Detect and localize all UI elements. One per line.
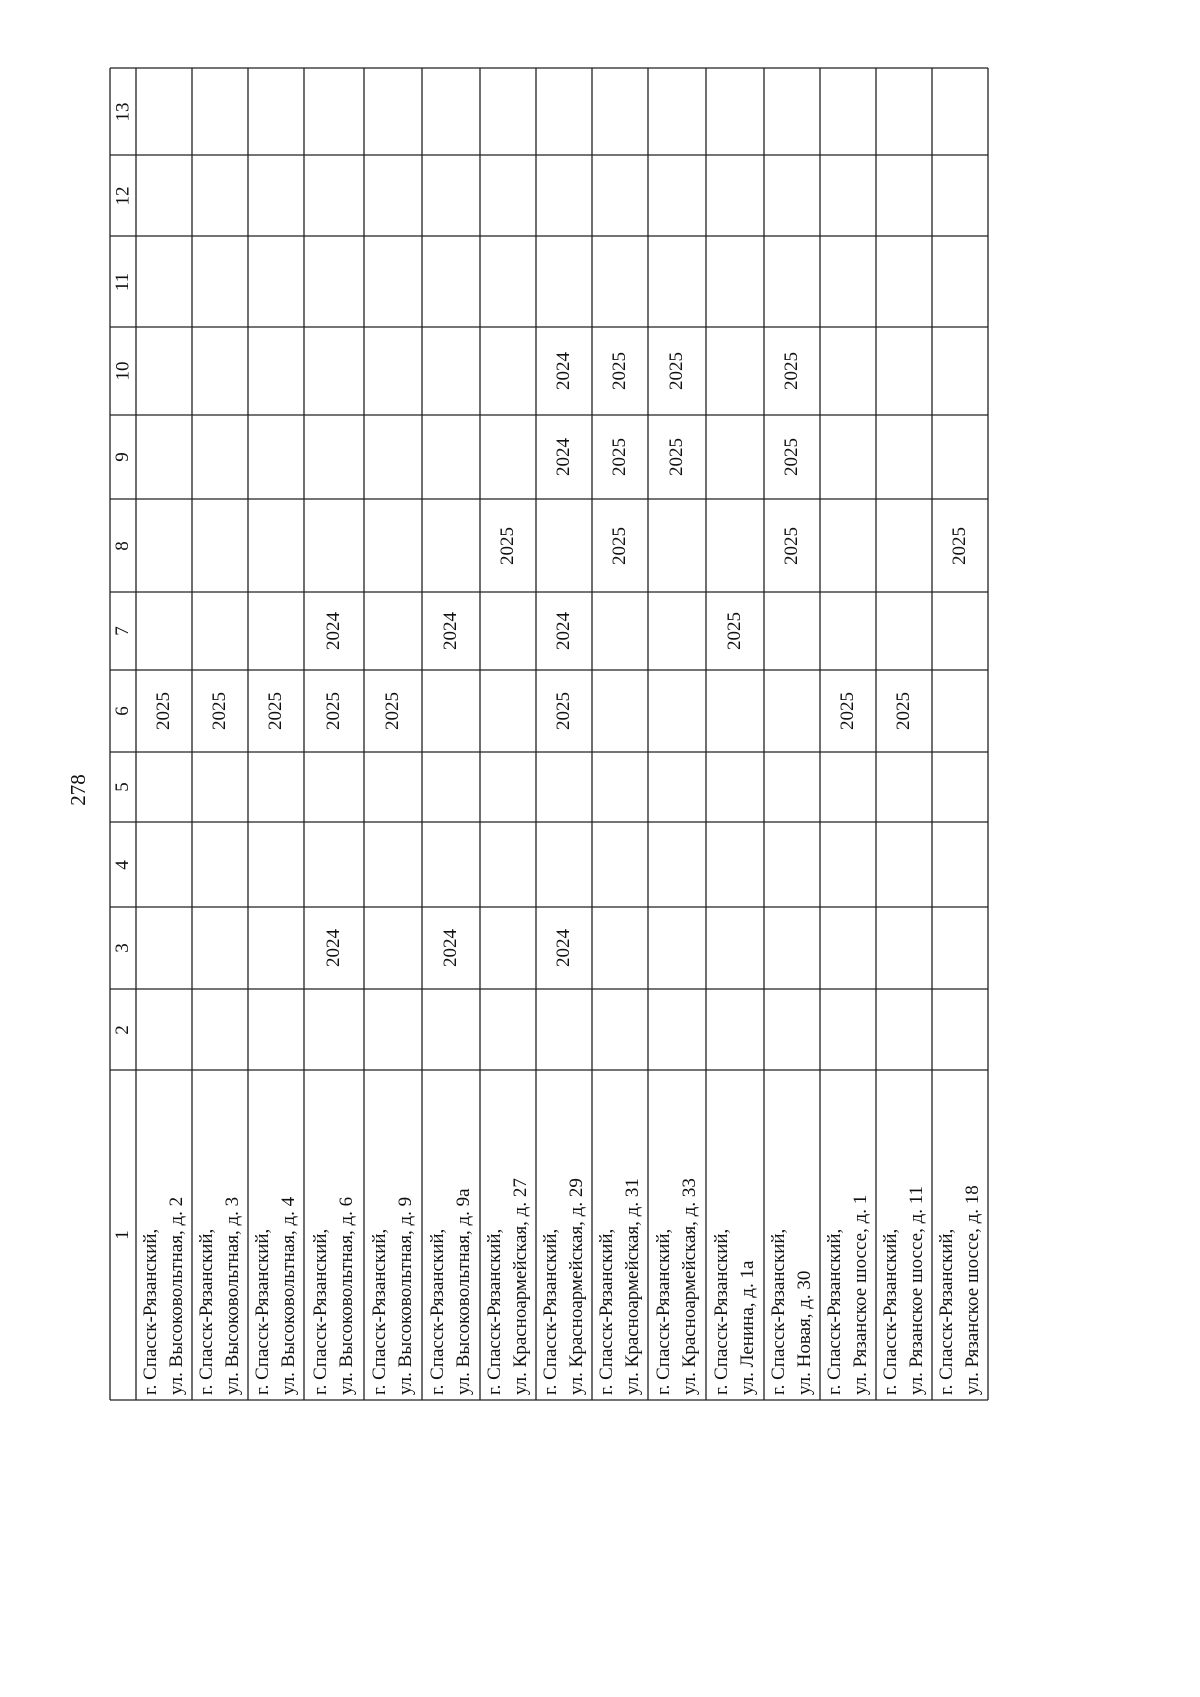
table-cell [932,592,988,670]
table-cell [820,822,876,907]
table-cell [536,822,592,907]
table-cell-text: 2025 [209,692,230,730]
address-text [304,1075,364,1395]
address-line-street: ул. Высоковольтная, д. 3 [222,1196,243,1395]
page-number: 278 [66,774,90,806]
table-cell [422,68,480,155]
table-cell-text: 2025 [781,352,802,390]
table-cell [136,989,192,1070]
table-cell [422,236,480,327]
table-cell [536,155,592,236]
table-cell [706,592,764,670]
table-cell [592,907,648,989]
table-cell [820,68,876,155]
address-cell [136,1070,192,1400]
table-cell [648,236,706,327]
table-cell [364,670,422,752]
table-cell [648,499,706,592]
table-cell [364,752,422,822]
table-cell [192,822,248,907]
table-cell [876,415,932,499]
header-cell-7-text: 7 [112,626,133,636]
table-cell [706,907,764,989]
table-cell-text: 2025 [666,352,687,390]
table-cell-text: 2024 [323,612,344,650]
header-cell-2-text: 2 [112,1024,133,1035]
address-cell [304,1070,364,1400]
table-cell-text: 2024 [323,929,344,967]
table-cell [480,236,536,327]
table-cell [536,752,592,822]
address-text [592,1075,648,1395]
address-cell [706,1070,764,1400]
table-cell-text: 2025 [837,692,858,730]
address-text [364,1075,422,1395]
table-cell [304,415,364,499]
header-cell-3-text: 3 [112,943,133,953]
table-cell-text: 2025 [724,612,745,650]
table-cell [304,499,364,592]
table-cell [932,68,988,155]
table-cell [764,592,820,670]
table-cell [364,415,422,499]
header-cell-3 [110,907,136,989]
address-cell [592,1070,648,1400]
table-cell [192,415,248,499]
header-cell-6 [110,670,136,752]
address-line-city: г. Спасск-Рязанский, [310,1228,331,1395]
table-cell [536,236,592,327]
table-cell [592,68,648,155]
table-cell [364,822,422,907]
table-cell [820,989,876,1070]
address-line-street: ул. Ленина, д. 1а [737,1260,758,1395]
table-cell [304,670,364,752]
address-cell [876,1070,932,1400]
table-cell [706,415,764,499]
table-cell [932,822,988,907]
table-cell [706,327,764,415]
header-cell-6-text: 6 [112,706,133,716]
address-line-city: г. Спасск-Рязанский, [653,1228,674,1395]
table-cell-text: 2025 [497,526,518,565]
address-line-city: г. Спасск-Рязанский, [711,1228,732,1395]
table-cell [480,989,536,1070]
table-cell [248,989,304,1070]
table-cell-text: 2024 [553,929,574,967]
table-cell [592,592,648,670]
table-cell-text: 2025 [781,438,802,476]
table-cell [304,155,364,236]
table-cell [136,822,192,907]
table-cell [592,752,648,822]
address-cell [248,1070,304,1400]
table-cell [764,415,820,499]
table-cell [536,499,592,592]
table-cell [932,155,988,236]
table-cell [706,752,764,822]
table-cell [592,327,648,415]
table-cell [932,670,988,752]
table-cell [932,327,988,415]
address-line-street: ул. Новая, д. 30 [794,1270,815,1395]
address-line-street: ул. Высоковольтная, д. 9 [395,1196,416,1395]
address-text [192,1075,248,1395]
table-cell [820,907,876,989]
table-cell [536,907,592,989]
table-cell [876,670,932,752]
table-cell [248,592,304,670]
header-cell-4-text: 4 [112,859,133,870]
address-line-city: г. Спасск-Рязанский, [252,1228,273,1395]
address-text [932,1075,988,1395]
table-cell [480,415,536,499]
address-line-city: г. Спасск-Рязанский, [369,1228,390,1395]
address-line-city: г. Спасск-Рязанский, [936,1228,957,1395]
address-text [422,1075,480,1395]
table-cell-text: 2025 [265,692,286,730]
table-cell-text: 2025 [609,438,630,476]
table-cell [876,68,932,155]
header-cell-5-text: 5 [112,782,133,792]
table-cell [422,327,480,415]
header-cell-10 [110,327,136,415]
table-cell [536,592,592,670]
table-cell [136,592,192,670]
table-cell [422,592,480,670]
header-cell-11 [110,236,136,327]
address-line-street: ул. Красноармейская, д. 31 [622,1178,643,1395]
address-cell [820,1070,876,1400]
table-cell [592,822,648,907]
table-cell [820,592,876,670]
address-line-street: ул. Красноармейская, д. 27 [510,1178,531,1395]
table-cell [820,499,876,592]
table-cell [536,415,592,499]
header-cell-4 [110,822,136,907]
table-cell [592,236,648,327]
table-cell [136,499,192,592]
table-cell [248,499,304,592]
table-cell-text: 2024 [553,352,574,390]
table-cell [932,752,988,822]
table-cell [192,68,248,155]
address-line-street: ул. Высоковольтная, д. 9а [453,1188,474,1395]
table-cell [648,822,706,907]
table-cell [480,499,536,592]
table-cell [364,68,422,155]
table-cell [764,989,820,1070]
address-cell [480,1070,536,1400]
table-cell [248,415,304,499]
table-cell [248,327,304,415]
table-cell-text: 2025 [553,692,574,730]
header-cell-9 [110,415,136,499]
address-cell [364,1070,422,1400]
address-text [820,1075,876,1395]
table-cell [192,236,248,327]
table-cell [304,907,364,989]
header-cell-7 [110,592,136,670]
address-line-city: г. Спасск-Рязанский, [880,1228,901,1395]
address-line-city: г. Спасск-Рязанский, [768,1228,789,1395]
address-text [480,1075,536,1395]
table-cell [820,155,876,236]
table-cell [192,155,248,236]
header-cell-8 [110,499,136,592]
table-cell-text: 2024 [553,438,574,476]
address-cell [536,1070,592,1400]
table-cell [764,68,820,155]
table-cell [480,327,536,415]
table-cell [820,670,876,752]
address-line-city: г. Спасск-Рязанский, [596,1228,617,1395]
table-cell [364,592,422,670]
table-cell [248,752,304,822]
table-cell [876,752,932,822]
table-cell [876,907,932,989]
table-cell [136,155,192,236]
address-cell [422,1070,480,1400]
table-cell [820,327,876,415]
table-cell [480,592,536,670]
address-text [706,1075,764,1395]
table-cell [876,327,932,415]
table-cell [932,236,988,327]
table-cell [648,989,706,1070]
table-cell [764,155,820,236]
table-cell [364,155,422,236]
table-cell-text: 2025 [609,352,630,390]
table-cell [706,68,764,155]
table-cell [364,499,422,592]
table-cell [536,989,592,1070]
table-cell [304,752,364,822]
table-cell-text: 2025 [666,438,687,476]
header-cell-12-text: 12 [112,186,133,205]
address-line-city: г. Спасск-Рязанский, [196,1228,217,1395]
address-line-street: ул. Рязанское шоссе, д. 18 [962,1185,983,1395]
header-cell-1 [110,1070,136,1400]
table-cell [592,155,648,236]
table-cell [480,670,536,752]
table-cell [304,822,364,907]
table-cell [422,670,480,752]
table-cell [648,68,706,155]
table-cell [364,236,422,327]
table-cell [304,989,364,1070]
table-cell [592,415,648,499]
table-cell-text: 2024 [553,612,574,650]
table-cell [764,670,820,752]
table-cell [820,415,876,499]
table-cell-text: 2024 [440,929,461,967]
table-cell [592,670,648,752]
table-cell [820,236,876,327]
table-cell [876,989,932,1070]
header-cell-9-text: 9 [112,452,133,462]
address-text [876,1075,932,1395]
table-cell [876,236,932,327]
table-cell [706,989,764,1070]
table-cell [136,236,192,327]
table-cell [136,670,192,752]
table-cell [248,907,304,989]
table-cell [876,592,932,670]
table-cell [248,822,304,907]
table-cell [480,822,536,907]
table-cell [136,327,192,415]
table-cell [932,415,988,499]
header-cell-8-text: 8 [112,540,133,551]
table-cell [536,68,592,155]
table-cell [932,499,988,592]
table-cell [364,989,422,1070]
address-line-street: ул. Высоковольтная, д. 4 [278,1196,299,1395]
table-cell [248,155,304,236]
table-cell-text: 2025 [609,526,630,565]
table-cell [480,907,536,989]
table-cell [764,822,820,907]
table-cell [136,752,192,822]
table-cell-text: 2025 [323,692,344,730]
table-cell [764,752,820,822]
header-cell-11-text: 11 [111,272,133,291]
address-cell [764,1070,820,1400]
table-cell [648,327,706,415]
table-cell-text: 2025 [382,692,403,730]
table-cell [706,499,764,592]
table-cell [592,499,648,592]
header-cell-10-text: 10 [112,361,133,381]
address-line-city: г. Спасск-Рязанский, [484,1228,505,1395]
address-cell [192,1070,248,1400]
table-cell [136,415,192,499]
table-cell [364,907,422,989]
table-cell [648,592,706,670]
table-cell-text: 2024 [440,612,461,650]
table-cell [304,327,364,415]
table-cell [304,68,364,155]
table-cell [648,155,706,236]
table-cell [932,989,988,1070]
table-cell [536,670,592,752]
table-cell [764,327,820,415]
table-cell [248,670,304,752]
address-line-street: ул. Высоковольтная, д. 2 [166,1196,187,1395]
table-cell [876,822,932,907]
table-cell [136,907,192,989]
header-cell-13-text: 13 [112,102,133,121]
table-cell [648,415,706,499]
address-cell [932,1070,988,1400]
header-cell-2 [110,989,136,1070]
header-cell-13 [110,68,136,155]
table-cell [706,670,764,752]
table-cell [192,752,248,822]
address-line-street: ул. Рязанское шоссе, д. 1 [850,1194,871,1395]
table-cell [304,592,364,670]
table-cell [876,155,932,236]
table-cell [192,592,248,670]
address-text [648,1075,706,1395]
table-cell [192,989,248,1070]
table-cell [592,989,648,1070]
address-text [536,1075,592,1395]
table-cell [706,236,764,327]
table-cell [648,752,706,822]
address-line-street: ул. Рязанское шоссе, д. 11 [906,1185,927,1395]
table-cell [248,236,304,327]
table-cell [192,327,248,415]
table-cell-text: 2025 [153,692,174,730]
address-line-street: ул. Высоковольтная, д. 6 [336,1196,357,1395]
table-cell-text: 2025 [949,526,970,565]
table-cell [136,68,192,155]
address-line-street: ул. Красноармейская, д. 29 [566,1178,587,1395]
table-cell [192,670,248,752]
table-cell [820,752,876,822]
address-line-city: г. Спасск-Рязанский, [540,1228,561,1395]
table-cell [192,499,248,592]
table-cell [876,499,932,592]
address-text [136,1075,192,1395]
address-line-city: г. Спасск-Рязанский, [140,1228,161,1395]
table-cell [932,907,988,989]
address-line-city: г. Спасск-Рязанский, [427,1228,448,1395]
table-cell-text: 2025 [893,692,914,730]
table-cell [764,236,820,327]
table-cell [422,499,480,592]
table-cell [422,155,480,236]
table-cell [422,822,480,907]
table-cell [648,670,706,752]
table-cell [706,155,764,236]
table-cell [764,499,820,592]
table-cell [480,752,536,822]
header-cell-12 [110,155,136,236]
table-cell [304,236,364,327]
table-cell [648,907,706,989]
table-cell [536,327,592,415]
table-cell [192,907,248,989]
header-cell-5 [110,752,136,822]
table-cell [422,752,480,822]
header-cell-1-text: 1 [112,1230,133,1240]
table-cell [480,155,536,236]
table-cell [480,68,536,155]
address-text [248,1075,304,1395]
table-cell [764,907,820,989]
table-cell [706,822,764,907]
address-line-city: г. Спасск-Рязанский, [824,1228,845,1395]
table-cell [248,68,304,155]
table-cell [364,327,422,415]
address-text [764,1075,820,1395]
table-cell [422,415,480,499]
address-line-street: ул. Красноармейская, д. 33 [679,1178,700,1395]
table-cell [422,907,480,989]
table-cell-text: 2025 [781,526,802,565]
address-cell [648,1070,706,1400]
table-cell [422,989,480,1070]
